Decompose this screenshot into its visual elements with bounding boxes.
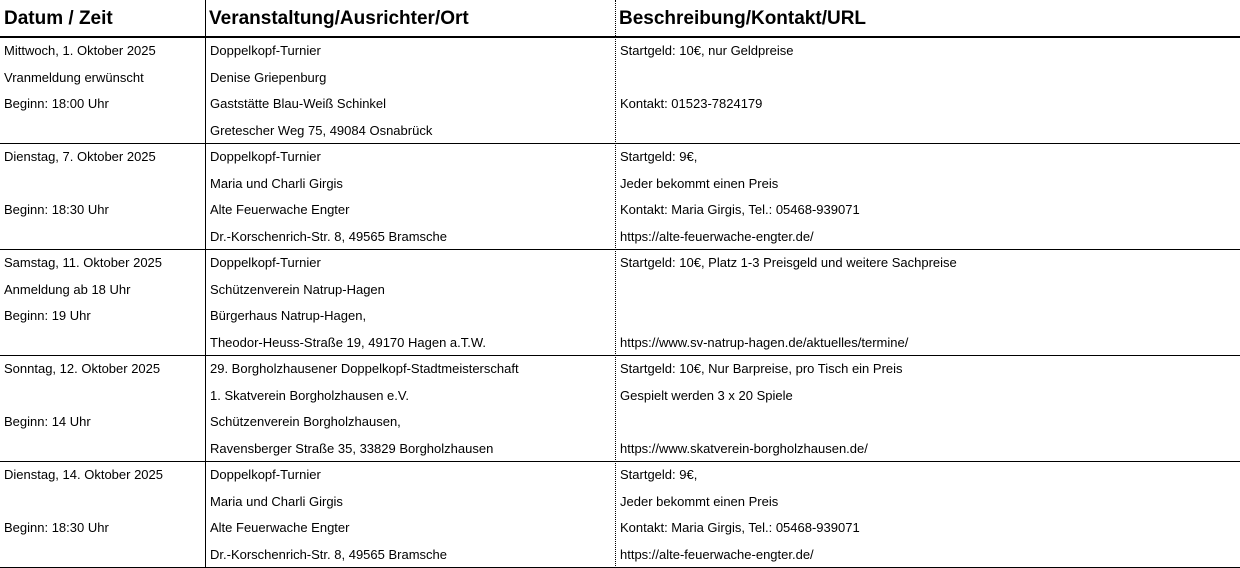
date-cell: Dienstag, 7. Oktober 2025 — [4, 149, 156, 164]
event-cell: Bürgerhaus Natrup-Hagen, — [210, 308, 367, 323]
event-cell: Theodor-Heuss-Straße 19, 49170 Hagen a.T.W. — [210, 334, 487, 350]
event-cell: Schützenverein Borgholzhausen, — [210, 414, 401, 429]
table-header — [0, 0, 1240, 38]
date-cell — [0, 489, 205, 516]
header-veranstaltung: Veranstaltung/Ausrichter/Ort — [209, 8, 469, 29]
info-cell: https://www.skatverein-borgholzhausen.de/ — [620, 440, 868, 456]
header-datum-zeit: Datum / Zeit — [4, 8, 113, 29]
info-cell: Startgeld: 10€, Platz 1-3 Preisgeld und weitere Sachpreise — [620, 255, 957, 270]
info-cell: Startgeld: 10€, Nur Barpreise, pro Tisch ein Preis — [620, 361, 903, 376]
info-cell: https://alte-feuerwache-engter.de/ — [620, 546, 814, 562]
table-row — [0, 144, 1240, 250]
date-cell — [0, 118, 205, 145]
date-cell — [0, 171, 205, 198]
table-row — [0, 250, 1240, 356]
header-beschreibung: Beschreibung/Kontakt/URL — [619, 8, 867, 29]
info-cell: Gespielt werden 3 x 20 Spiele — [620, 387, 793, 403]
info-cell — [616, 65, 1240, 92]
date-cell — [0, 330, 205, 357]
date-cell: Vranmeldung erwünscht — [4, 69, 144, 85]
info-cell: https://www.sv-natrup-hagen.de/aktuelles/termine/ — [620, 334, 909, 350]
event-cell: Denise Griepenburg — [210, 69, 327, 85]
info-cell: Kontakt: Maria Girgis, Tel.: 05468-939071 — [620, 202, 860, 217]
event-cell: Alte Feuerwache Engter — [210, 520, 350, 535]
date-cell: Beginn: 14 Uhr — [4, 414, 91, 429]
info-cell — [616, 277, 1240, 304]
info-cell: Kontakt: Maria Girgis, Tel.: 05468-939071 — [620, 520, 860, 535]
date-cell — [0, 436, 205, 463]
event-cell: Maria und Charli Girgis — [210, 493, 343, 509]
info-cell — [616, 118, 1240, 145]
table-row — [0, 38, 1240, 144]
event-cell: 1. Skatverein Borgholzhausen e.V. — [210, 387, 409, 403]
date-cell: Beginn: 19 Uhr — [4, 308, 91, 323]
info-cell — [616, 303, 1240, 330]
event-cell: Doppelkopf-Turnier — [210, 467, 321, 482]
date-cell: Sonntag, 12. Oktober 2025 — [4, 361, 161, 376]
event-cell: Schützenverein Natrup-Hagen — [210, 281, 385, 297]
event-cell: Doppelkopf-Turnier — [210, 43, 321, 58]
event-cell: Dr.-Korschenrich-Str. 8, 49565 Bramsche — [210, 228, 447, 244]
date-cell: Mittwoch, 1. Oktober 2025 — [4, 43, 156, 58]
info-cell: Jeder bekommt einen Preis — [620, 175, 779, 191]
info-cell: Kontakt: 01523-7824179 — [620, 96, 763, 111]
info-cell: Startgeld: 9€, — [620, 467, 698, 482]
info-cell — [616, 409, 1240, 436]
info-cell: Startgeld: 10€, nur Geldpreise — [620, 43, 794, 58]
date-cell: Beginn: 18:00 Uhr — [4, 96, 109, 111]
event-cell: Ravensberger Straße 35, 33829 Borgholzhausen — [210, 440, 494, 456]
date-cell: Samstag, 11. Oktober 2025 — [4, 255, 163, 270]
event-cell: Gaststätte Blau-Weiß Schinkel — [210, 96, 387, 111]
table-row — [0, 462, 1240, 568]
event-cell: Alte Feuerwache Engter — [210, 202, 350, 217]
info-cell: Jeder bekommt einen Preis — [620, 493, 779, 509]
date-cell — [0, 542, 205, 568]
event-cell: Maria und Charli Girgis — [210, 175, 343, 191]
date-cell: Anmeldung ab 18 Uhr — [4, 281, 131, 297]
date-cell — [0, 383, 205, 410]
event-cell: Gretescher Weg 75, 49084 Osnabrück — [210, 122, 433, 138]
event-cell: 29. Borgholzhausener Doppelkopf-Stadtmeisterschaft — [210, 361, 519, 376]
event-cell: Doppelkopf-Turnier — [210, 255, 321, 270]
date-cell — [0, 224, 205, 251]
table-row — [0, 356, 1240, 462]
date-cell: Beginn: 18:30 Uhr — [4, 520, 109, 535]
date-cell: Dienstag, 14. Oktober 2025 — [4, 467, 163, 482]
info-cell: Startgeld: 9€, — [620, 149, 698, 164]
date-cell: Beginn: 18:30 Uhr — [4, 202, 109, 217]
event-cell: Dr.-Korschenrich-Str. 8, 49565 Bramsche — [210, 546, 447, 562]
info-cell: https://alte-feuerwache-engter.de/ — [620, 228, 814, 244]
event-cell: Doppelkopf-Turnier — [210, 149, 321, 164]
